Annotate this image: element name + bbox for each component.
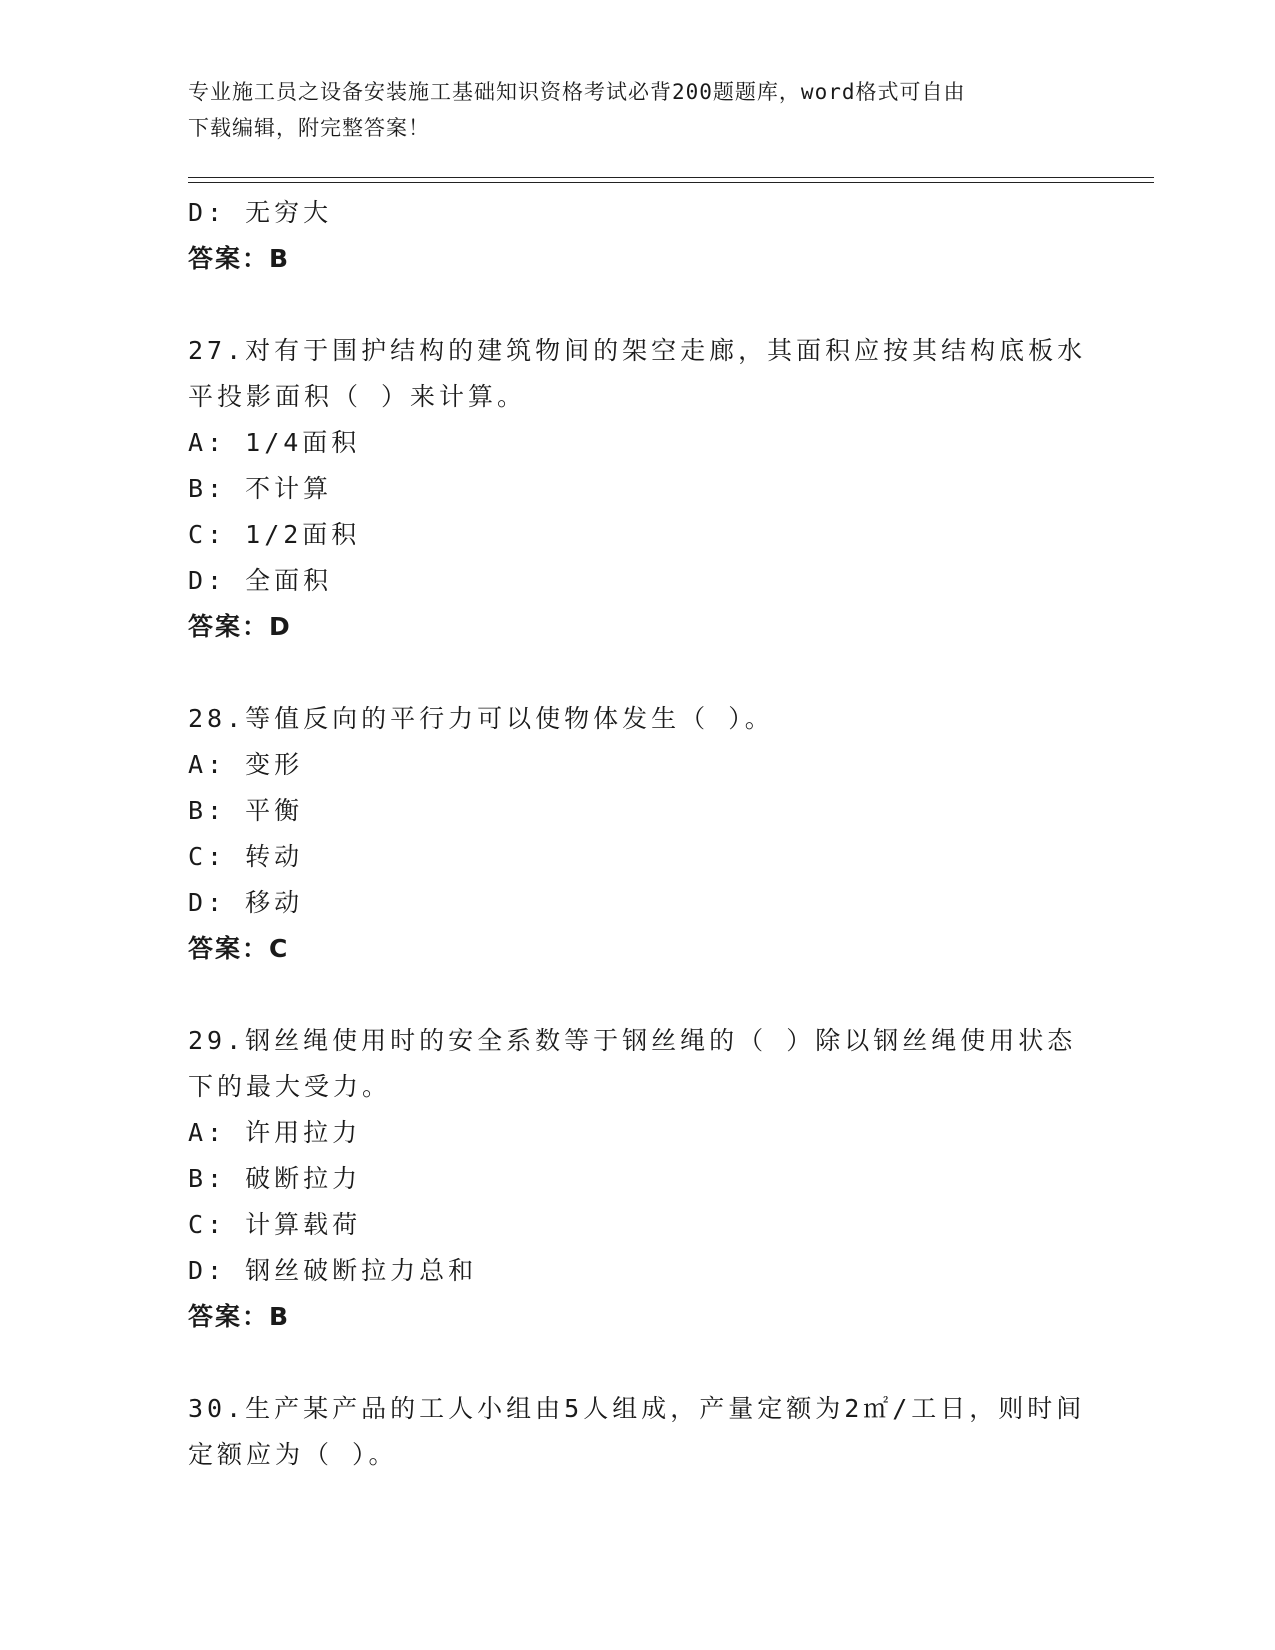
question-line-1: 27.对有于围护结构的建筑物间的架空走廊，其面积应按其结构底板水	[188, 336, 1087, 365]
question-text	[188, 328, 1088, 420]
answer: 答案：D	[188, 612, 292, 641]
question-30	[188, 1386, 1108, 1478]
option-d: D: 移动	[188, 888, 304, 917]
question-text	[188, 696, 1088, 742]
question-line-1: 30.生产某产品的工人小组由5人组成，产量定额为2㎡/工日，则时间	[188, 1394, 1086, 1423]
question-line-2: 平投影面积（ ）来计算。	[188, 382, 527, 411]
question-26-tail	[188, 190, 1108, 282]
option-a: A: 1/4面积	[188, 428, 361, 457]
question-line-1: 28.等值反向的平行力可以使物体发生（ ）。	[188, 704, 774, 733]
option-d: D: 钢丝破断拉力总和	[188, 1256, 478, 1285]
header-divider-bottom	[188, 182, 1154, 183]
question-line-1: 29.钢丝绳使用时的安全系数等于钢丝绳的（ ）除以钢丝绳使用状态	[188, 1026, 1077, 1055]
header-divider-top	[188, 177, 1154, 178]
header-line-1: 专业施工员之设备安装施工基础知识资格考试必背200题题库，word格式可自由	[188, 80, 966, 104]
header-line-2: 下载编辑，附完整答案！	[188, 116, 430, 140]
option-a: A: 许用拉力	[188, 1118, 362, 1147]
option-a: A: 变形	[188, 750, 304, 779]
option-d: D: 全面积	[188, 566, 333, 595]
option-c: C: 转动	[188, 842, 304, 871]
answer: 答案：B	[188, 1302, 291, 1331]
question-text	[188, 1018, 1088, 1110]
answer: 答案：C	[188, 934, 290, 963]
question-29	[188, 1018, 1108, 1340]
question-text	[188, 1386, 1088, 1478]
question-list	[188, 190, 1108, 1478]
question-line-2: 定额应为（ ）。	[188, 1440, 398, 1469]
option-d: D: 无穷大	[188, 198, 333, 227]
document-header	[188, 74, 1088, 146]
option-b: B: 破断拉力	[188, 1164, 362, 1193]
option-b: B: 平衡	[188, 796, 304, 825]
option-b: B: 不计算	[188, 474, 333, 503]
option-c: C: 计算载荷	[188, 1210, 362, 1239]
question-line-2: 下的最大受力。	[188, 1072, 392, 1101]
question-28	[188, 696, 1108, 972]
answer: 答案：B	[188, 244, 291, 273]
question-27	[188, 328, 1108, 650]
option-c: C: 1/2面积	[188, 520, 361, 549]
